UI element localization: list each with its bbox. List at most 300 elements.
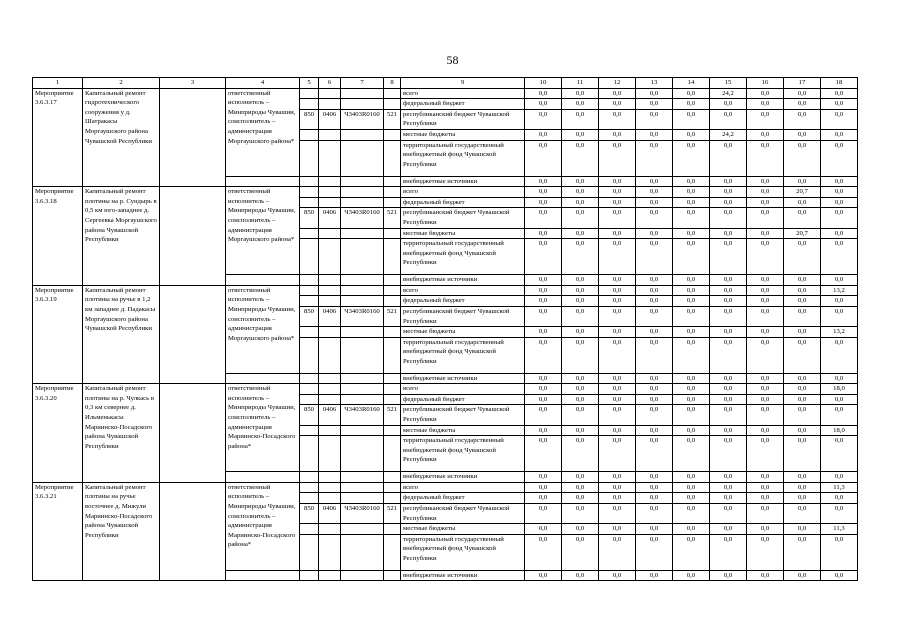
value-cell: 0,0 [673, 472, 710, 483]
value-cell: 0,0 [784, 570, 821, 581]
column-header: 6 [319, 78, 341, 89]
value-cell: 0,0 [821, 493, 858, 504]
budget-code-empty [384, 436, 401, 472]
funding-source: всего [401, 384, 525, 395]
budget-code-empty [341, 275, 384, 286]
column-header: 8 [384, 78, 401, 89]
value-cell: 0,0 [747, 327, 784, 338]
budget-code: 850 [300, 306, 319, 326]
funding-source: местные бюджеты [401, 327, 525, 338]
column-header: 12 [599, 78, 636, 89]
value-cell: 0,0 [673, 296, 710, 307]
value-cell: 0,0 [673, 129, 710, 140]
value-cell: 0,0 [673, 187, 710, 198]
value-cell: 0,0 [525, 436, 562, 472]
budget-code-empty [341, 176, 384, 187]
budget-code-empty [300, 384, 319, 395]
value-cell: 0,0 [636, 197, 673, 208]
value-cell: 0,0 [525, 570, 562, 581]
column-header: 1 [33, 78, 83, 89]
budget-code: 0406 [319, 405, 341, 425]
value-cell: 0,0 [784, 306, 821, 326]
value-cell: 0,0 [673, 306, 710, 326]
value-cell: 0,0 [562, 88, 599, 99]
column-header: 16 [747, 78, 784, 89]
executor: ответственный исполнитель – Минприроды Чувашии, соисполнитель – администрация Моргаушского района* [226, 88, 300, 176]
budget-code-empty [300, 337, 319, 373]
value-cell: 0,0 [562, 140, 599, 176]
value-cell: 0,0 [747, 337, 784, 373]
budget-code: 0406 [319, 504, 341, 524]
value-cell: 0,0 [821, 176, 858, 187]
budget-code-empty [341, 187, 384, 198]
value-cell: 0,0 [636, 228, 673, 239]
measure-id: Мероприятие 3.6.3.20 [33, 384, 83, 483]
value-cell: 0,0 [821, 239, 858, 275]
value-cell: 13,2 [821, 285, 858, 296]
value-cell: 0,0 [562, 129, 599, 140]
executor-empty [226, 373, 300, 384]
value-cell: 0,0 [784, 208, 821, 228]
value-cell: 0,0 [710, 228, 747, 239]
budget-code-empty [300, 228, 319, 239]
value-cell: 0,0 [525, 524, 562, 535]
funding-source: территориальный государственный внебюджетный фонд Чувашской Республики [401, 239, 525, 275]
column-header: 14 [673, 78, 710, 89]
value-cell: 0,0 [821, 197, 858, 208]
value-cell: 0,0 [747, 228, 784, 239]
table-row [33, 285, 858, 296]
header-row [33, 78, 858, 89]
value-cell: 0,0 [747, 306, 784, 326]
budget-code-empty [384, 534, 401, 570]
budget-code-empty [341, 570, 384, 581]
value-cell: 0,0 [525, 239, 562, 275]
value-cell: 0,0 [673, 239, 710, 275]
value-cell: 0,0 [525, 327, 562, 338]
value-cell: 0,0 [747, 187, 784, 198]
value-cell: 0,0 [562, 239, 599, 275]
budget-code: 0406 [319, 306, 341, 326]
budget-code-empty [319, 228, 341, 239]
budget-code-empty [341, 327, 384, 338]
budget-code-empty [341, 99, 384, 110]
measure-name: Капитальный ремонт плотины на ручье восточнее д. Мижули Мариинско-Посадского района Чувашской Республики [83, 482, 160, 581]
value-cell: 0,0 [710, 524, 747, 535]
value-cell: 0,0 [710, 504, 747, 524]
funding-source: территориальный государственный внебюджетный фонд Чувашской Республики [401, 140, 525, 176]
value-cell: 0,0 [525, 384, 562, 395]
value-cell: 0,0 [636, 524, 673, 535]
column-header: 18 [821, 78, 858, 89]
value-cell: 0,0 [784, 493, 821, 504]
value-cell: 0,0 [636, 327, 673, 338]
value-cell: 0,0 [673, 197, 710, 208]
value-cell: 0,0 [821, 570, 858, 581]
value-cell: 0,0 [710, 482, 747, 493]
value-cell: 0,0 [562, 208, 599, 228]
budget-code-empty [341, 436, 384, 472]
budget-code-empty [319, 327, 341, 338]
executor-empty [226, 570, 300, 581]
value-cell: 0,0 [747, 436, 784, 472]
budget-code-empty [300, 327, 319, 338]
budget-code-empty [319, 394, 341, 405]
value-cell: 0,0 [599, 228, 636, 239]
budget-code-empty [384, 425, 401, 436]
value-cell: 0,0 [636, 534, 673, 570]
value-cell: 0,0 [599, 140, 636, 176]
value-cell: 0,0 [562, 337, 599, 373]
budget-code: Ч3403R0160 [341, 306, 384, 326]
value-cell: 0,0 [747, 405, 784, 425]
value-cell: 0,0 [710, 327, 747, 338]
column-header: 7 [341, 78, 384, 89]
value-cell: 0,0 [747, 197, 784, 208]
value-cell: 0,0 [784, 109, 821, 129]
table-row [33, 384, 858, 395]
budget-code: Ч3403R0160 [341, 109, 384, 129]
value-cell: 0,0 [710, 239, 747, 275]
funding-source: федеральный бюджет [401, 394, 525, 405]
value-cell: 0,0 [821, 129, 858, 140]
value-cell: 0,0 [710, 425, 747, 436]
value-cell: 0,0 [599, 129, 636, 140]
value-cell: 0,0 [599, 88, 636, 99]
value-cell: 0,0 [599, 436, 636, 472]
value-cell: 0,0 [784, 176, 821, 187]
budget-code-empty [300, 140, 319, 176]
budget-code: 521 [384, 306, 401, 326]
value-cell: 0,0 [562, 482, 599, 493]
value-cell: 0,0 [710, 187, 747, 198]
value-cell: 0,0 [784, 394, 821, 405]
value-cell: 0,0 [747, 129, 784, 140]
value-cell: 0,0 [525, 534, 562, 570]
value-cell: 0,0 [636, 239, 673, 275]
value-cell: 0,0 [821, 208, 858, 228]
participant-cell [160, 285, 226, 384]
executor: ответственный исполнитель – Минприроды Чувашии, соисполнитель – администрация Моргаушского района* [226, 187, 300, 275]
budget-code-empty [300, 394, 319, 405]
value-cell: 0,0 [747, 482, 784, 493]
value-cell: 0,0 [821, 99, 858, 110]
budget-code-empty [341, 482, 384, 493]
value-cell: 0,0 [525, 306, 562, 326]
budget-code-empty [341, 534, 384, 570]
value-cell: 0,0 [562, 472, 599, 483]
budget-code-empty [384, 129, 401, 140]
budget-code-empty [300, 285, 319, 296]
budget-code-empty [300, 425, 319, 436]
value-cell: 0,0 [636, 176, 673, 187]
value-cell: 0,0 [821, 228, 858, 239]
value-cell: 0,0 [747, 425, 784, 436]
value-cell: 0,0 [673, 228, 710, 239]
value-cell: 0,0 [599, 394, 636, 405]
value-cell: 0,0 [821, 109, 858, 129]
value-cell: 0,0 [747, 109, 784, 129]
funding-source: внебюджетные источники [401, 373, 525, 384]
value-cell: 0,0 [636, 373, 673, 384]
value-cell: 0,0 [599, 275, 636, 286]
value-cell: 0,0 [821, 405, 858, 425]
value-cell: 0,0 [784, 373, 821, 384]
budget-code-empty [341, 493, 384, 504]
value-cell: 0,0 [821, 296, 858, 307]
value-cell: 0,0 [673, 504, 710, 524]
budget-code: Ч3403R0160 [341, 208, 384, 228]
budget-code-empty [384, 187, 401, 198]
budget-code-empty [319, 239, 341, 275]
value-cell: 0,0 [562, 187, 599, 198]
value-cell: 0,0 [525, 425, 562, 436]
value-cell: 0,0 [599, 208, 636, 228]
value-cell: 0,0 [710, 275, 747, 286]
budget-code-empty [300, 493, 319, 504]
value-cell: 0,0 [821, 337, 858, 373]
budget-code: Ч3403R0160 [341, 405, 384, 425]
value-cell: 0,0 [710, 472, 747, 483]
value-cell: 0,0 [710, 570, 747, 581]
value-cell: 0,0 [636, 493, 673, 504]
value-cell: 0,0 [636, 187, 673, 198]
value-cell: 0,0 [784, 337, 821, 373]
value-cell: 0,0 [784, 384, 821, 395]
measure-name: Капитальный ремонт плотины на р. Сундырь в 0,5 км юго-западнее д. Сергеевка Моргаушского района Чувашской Республики [83, 187, 160, 286]
value-cell: 0,0 [525, 394, 562, 405]
value-cell: 0,0 [784, 197, 821, 208]
column-header: 15 [710, 78, 747, 89]
column-header: 13 [636, 78, 673, 89]
budget-code-empty [300, 436, 319, 472]
executor: ответственный исполнитель – Минприроды Чувашии, соисполнитель – администрация Моргаушского района* [226, 285, 300, 373]
value-cell: 0,0 [747, 394, 784, 405]
budget-code: 521 [384, 504, 401, 524]
column-header: 4 [226, 78, 300, 89]
value-cell: 0,0 [636, 275, 673, 286]
value-cell: 0,0 [821, 88, 858, 99]
value-cell: 0,0 [747, 296, 784, 307]
value-cell: 0,0 [821, 534, 858, 570]
budget-code-empty [319, 472, 341, 483]
value-cell: 0,0 [673, 176, 710, 187]
value-cell: 0,0 [710, 296, 747, 307]
funding-source: местные бюджеты [401, 129, 525, 140]
value-cell: 0,0 [710, 534, 747, 570]
budget-code-empty [384, 228, 401, 239]
value-cell: 0,0 [747, 493, 784, 504]
value-cell: 0,0 [710, 337, 747, 373]
value-cell: 0,0 [599, 285, 636, 296]
value-cell: 0,0 [636, 337, 673, 373]
measure-id: Мероприятие 3.6.3.19 [33, 285, 83, 384]
value-cell: 0,0 [747, 88, 784, 99]
value-cell: 0,0 [599, 109, 636, 129]
budget-code-empty [384, 482, 401, 493]
measure-id: Мероприятие 3.6.3.21 [33, 482, 83, 581]
column-header: 9 [401, 78, 525, 89]
participant-cell [160, 384, 226, 483]
budget-code-empty [319, 187, 341, 198]
budget-code-empty [300, 176, 319, 187]
value-cell: 0,0 [525, 140, 562, 176]
budget-code-empty [384, 524, 401, 535]
value-cell: 0,0 [599, 472, 636, 483]
value-cell: 0,0 [525, 109, 562, 129]
value-cell: 0,0 [525, 197, 562, 208]
value-cell: 0,0 [747, 472, 784, 483]
value-cell: 0,0 [784, 140, 821, 176]
value-cell: 0,0 [525, 208, 562, 228]
value-cell: 0,0 [747, 208, 784, 228]
value-cell: 0,0 [710, 285, 747, 296]
value-cell: 0,0 [562, 197, 599, 208]
column-header: 10 [525, 78, 562, 89]
value-cell: 0,0 [673, 493, 710, 504]
value-cell: 0,0 [599, 384, 636, 395]
value-cell: 0,0 [562, 285, 599, 296]
budget-code-empty [300, 570, 319, 581]
value-cell: 0,0 [821, 394, 858, 405]
value-cell: 0,0 [636, 285, 673, 296]
budget-code-empty [341, 228, 384, 239]
value-cell: 0,0 [525, 504, 562, 524]
table-row [33, 482, 858, 493]
participant-cell [160, 187, 226, 286]
value-cell: 0,0 [599, 405, 636, 425]
value-cell: 0,0 [821, 504, 858, 524]
value-cell: 0,0 [562, 99, 599, 110]
value-cell: 0,0 [599, 187, 636, 198]
funding-source: внебюджетные источники [401, 472, 525, 483]
budget-code: 0406 [319, 208, 341, 228]
value-cell: 11,3 [821, 524, 858, 535]
value-cell: 0,0 [562, 436, 599, 472]
value-cell: 0,0 [710, 208, 747, 228]
value-cell: 0,0 [599, 504, 636, 524]
budget-code-empty [319, 296, 341, 307]
value-cell: 0,0 [747, 176, 784, 187]
value-cell: 0,0 [784, 285, 821, 296]
value-cell: 0,0 [747, 384, 784, 395]
budget-code-empty [341, 337, 384, 373]
value-cell: 0,0 [821, 140, 858, 176]
budget-code-empty [341, 285, 384, 296]
value-cell: 0,0 [673, 482, 710, 493]
value-cell: 0,0 [599, 176, 636, 187]
budget-code: 521 [384, 405, 401, 425]
measure-name: Капитальный ремонт плотины на ручье в 1,2 км западнее д. Падакасы Моргаушского района Чувашской Республики [83, 285, 160, 384]
value-cell: 0,0 [673, 405, 710, 425]
budget-code-empty [384, 176, 401, 187]
budget-code-empty [384, 472, 401, 483]
budget-code-empty [341, 425, 384, 436]
budget-code-empty [384, 197, 401, 208]
value-cell: 0,0 [784, 88, 821, 99]
value-cell: 0,0 [636, 472, 673, 483]
value-cell: 0,0 [562, 306, 599, 326]
value-cell: 0,0 [747, 524, 784, 535]
budget-code-empty [384, 394, 401, 405]
value-cell: 0,0 [562, 504, 599, 524]
budget-code-empty [319, 570, 341, 581]
value-cell: 0,0 [784, 482, 821, 493]
value-cell: 0,0 [525, 275, 562, 286]
value-cell: 0,0 [562, 534, 599, 570]
budget-code-empty [300, 99, 319, 110]
funding-source: внебюджетные источники [401, 176, 525, 187]
value-cell: 0,0 [747, 534, 784, 570]
value-cell: 0,0 [525, 373, 562, 384]
value-cell: 0,0 [784, 129, 821, 140]
participant-cell [160, 482, 226, 581]
funding-source: республиканский бюджет Чувашской Республики [401, 306, 525, 326]
executor: ответственный исполнитель – Минприроды Чувашии, соисполнитель – администрация Мариинско-Посадского района* [226, 384, 300, 472]
value-cell: 0,0 [747, 239, 784, 275]
value-cell: 0,0 [562, 228, 599, 239]
value-cell: 0,0 [599, 425, 636, 436]
value-cell: 0,0 [636, 384, 673, 395]
value-cell: 0,0 [673, 88, 710, 99]
funding-source: федеральный бюджет [401, 197, 525, 208]
budget-code: 521 [384, 109, 401, 129]
value-cell: 0,0 [636, 99, 673, 110]
value-cell: 0,0 [673, 425, 710, 436]
value-cell: 0,0 [710, 99, 747, 110]
value-cell: 0,0 [636, 109, 673, 129]
column-header: 11 [562, 78, 599, 89]
budget-code-empty [384, 570, 401, 581]
budget-code-empty [341, 129, 384, 140]
value-cell: 0,0 [562, 384, 599, 395]
value-cell: 0,0 [562, 405, 599, 425]
budget-code-empty [319, 176, 341, 187]
value-cell: 0,0 [710, 306, 747, 326]
budget-code-empty [341, 88, 384, 99]
participant-cell [160, 88, 226, 187]
value-cell: 0,0 [599, 197, 636, 208]
budget-code: 521 [384, 208, 401, 228]
value-cell: 0,0 [821, 275, 858, 286]
budget-code-empty [319, 384, 341, 395]
value-cell: 0,0 [673, 327, 710, 338]
budget-code-empty [319, 88, 341, 99]
value-cell: 0,0 [525, 296, 562, 307]
funding-source: федеральный бюджет [401, 296, 525, 307]
value-cell: 0,0 [784, 405, 821, 425]
budget-code-empty [300, 534, 319, 570]
column-header: 17 [784, 78, 821, 89]
value-cell: 0,0 [821, 373, 858, 384]
value-cell: 0,0 [636, 504, 673, 524]
value-cell: 0,0 [784, 436, 821, 472]
budget-code: 850 [300, 109, 319, 129]
budget-code-empty [319, 285, 341, 296]
budget-code-empty [319, 99, 341, 110]
executor-empty [226, 275, 300, 286]
value-cell: 0,0 [710, 405, 747, 425]
budget-code: Ч3403R0160 [341, 504, 384, 524]
value-cell: 0,0 [784, 275, 821, 286]
funding-source: федеральный бюджет [401, 493, 525, 504]
value-cell: 0,0 [636, 425, 673, 436]
budget-code-empty [384, 285, 401, 296]
value-cell: 0,0 [673, 394, 710, 405]
funding-source: республиканский бюджет Чувашской Республики [401, 208, 525, 228]
executor-empty [226, 176, 300, 187]
budget-code-empty [384, 140, 401, 176]
